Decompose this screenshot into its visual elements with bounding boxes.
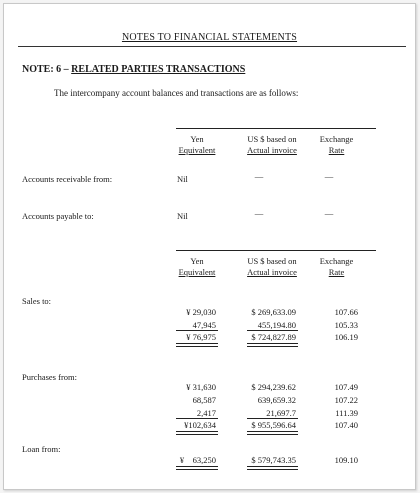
col-header-yen-line1: Yen	[190, 134, 204, 144]
purchases-rate-total: 107.40	[334, 420, 358, 430]
loan-yen-total-rule	[176, 466, 218, 470]
note-number: NOTE: 6 –	[22, 64, 69, 75]
col-header-usd-2	[232, 256, 312, 278]
col-header-rate-2	[309, 256, 364, 278]
purchases-usd-2: 639,659.32	[257, 395, 296, 405]
balance-rate-payable: —	[324, 208, 334, 218]
sales-usd-1: $ 269,633.09	[251, 307, 296, 317]
col-header-usd	[232, 134, 312, 156]
purchases-yen-total-rule	[176, 431, 218, 435]
col-header-yen	[167, 134, 227, 156]
sales-usd-total: $ 724,827.89	[251, 332, 296, 342]
header-rule-top-2	[176, 250, 376, 251]
sales-usd-total-rule	[247, 343, 298, 347]
purchases-usd-total-rule	[247, 431, 298, 435]
note-title: RELATED PARTIES TRANSACTIONS	[71, 64, 246, 75]
col-header-rate-line1: Exchange	[319, 134, 354, 144]
purchases-usd-3: 21,697.7	[266, 408, 296, 418]
sales-usd-2: 455,194.80	[257, 320, 296, 330]
col-header-usd-line2: Actual invoice	[247, 145, 297, 155]
loan-rate-total: 109.10	[334, 455, 358, 465]
loan-usd-total-rule	[247, 466, 298, 470]
note-heading	[22, 64, 245, 75]
purchases-rate-3: 111.39	[335, 408, 358, 418]
header-rule-top	[176, 128, 376, 129]
purchases-yen-3: 2,417	[196, 408, 216, 418]
balance-label-receivable: Accounts receivable from:	[22, 174, 113, 184]
sales-yen-subtotal-rule	[176, 330, 218, 331]
col-header-yen-2	[167, 256, 227, 278]
purchases-usd-subtotal-rule	[247, 418, 298, 419]
col-header-usd-2-line2: Actual invoice	[247, 267, 297, 277]
document-page	[3, 3, 416, 490]
col-header-rate-line2: Rate	[328, 145, 345, 155]
col-header-yen-2-line1: Yen	[190, 256, 204, 266]
purchases-rate-2: 107.22	[334, 395, 358, 405]
intro-text: The intercompany account balances and transactions are as follows:	[54, 88, 299, 98]
col-header-rate-2-line1: Exchange	[319, 256, 354, 266]
loan-usd-total: $ 579,743.35	[251, 455, 296, 465]
sales-yen-2: 47,945	[192, 320, 216, 330]
sales-yen-total-rule	[176, 343, 218, 347]
purchases-yen-2: 68,587	[192, 395, 216, 405]
purchases-yen-subtotal-rule	[176, 418, 218, 419]
col-header-yen-line2: Equivalent	[178, 145, 216, 155]
sales-rate-2: 105.33	[334, 320, 358, 330]
loan-yen-total: ¥ 63,250	[179, 455, 216, 465]
col-header-rate-2-line2: Rate	[328, 267, 345, 277]
balance-yen-payable: Nil	[177, 211, 188, 221]
balance-rate-receivable: —	[324, 171, 334, 181]
sales-rate-1: 107.66	[334, 307, 358, 317]
balance-usd-payable: —	[254, 208, 264, 218]
section-label-purchases: Purchases from:	[22, 372, 78, 382]
col-header-rate	[309, 134, 364, 156]
col-header-usd-2-line1: US $ based on	[247, 256, 297, 266]
section-label-sales: Sales to:	[22, 296, 52, 306]
col-header-usd-line1: US $ based on	[247, 134, 297, 144]
sales-yen-total: ¥ 76,975	[186, 332, 216, 342]
purchases-rate-1: 107.49	[334, 382, 358, 392]
purchases-usd-1: $ 294,239.62	[251, 382, 296, 392]
purchases-yen-1: ¥ 31,630	[186, 382, 216, 392]
purchases-usd-total: $ 955,596.64	[251, 420, 296, 430]
balance-label-payable: Accounts payable to:	[22, 211, 94, 221]
title-rule	[18, 46, 406, 47]
purchases-yen-total: ¥102,634	[184, 420, 216, 430]
balance-yen-receivable: Nil	[177, 174, 188, 184]
sales-yen-1: ¥ 29,030	[186, 307, 216, 317]
page-title: NOTES TO FINANCIAL STATEMENTS	[121, 32, 298, 43]
sales-rate-total: 106.19	[334, 332, 358, 342]
sales-usd-subtotal-rule	[247, 330, 298, 331]
section-label-loan: Loan from:	[22, 444, 61, 454]
col-header-yen-2-line2: Equivalent	[178, 267, 216, 277]
balance-usd-receivable: —	[254, 171, 264, 181]
